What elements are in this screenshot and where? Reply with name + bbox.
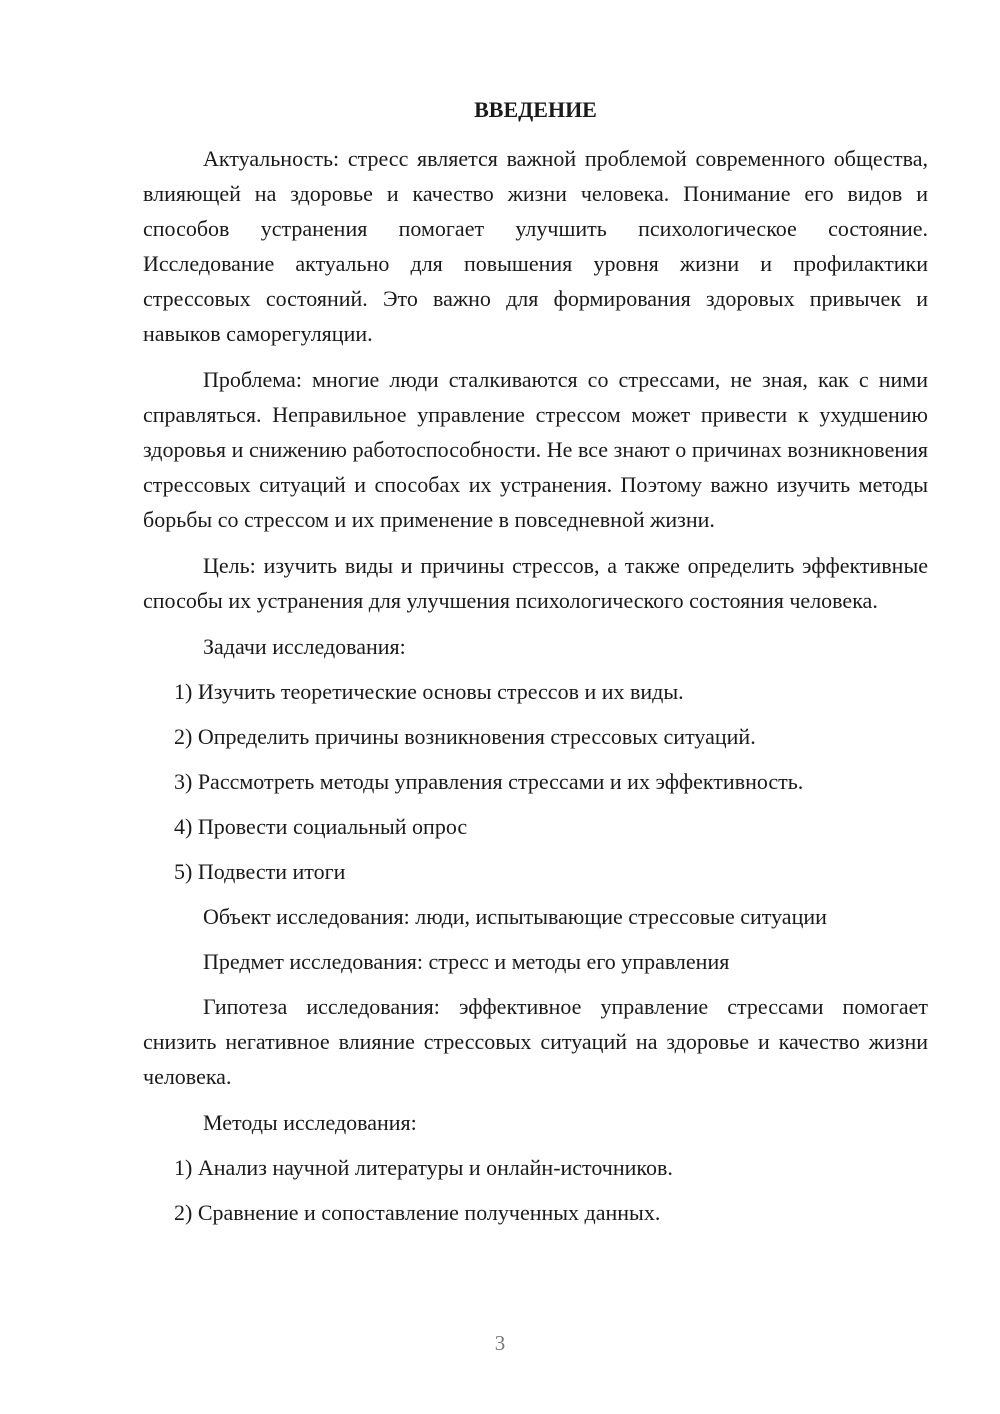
list-item: 2) Определить причины возникновения стрессовых ситуаций.: [174, 724, 756, 749]
subject-line: Предмет исследования: стресс и методы его управления: [203, 949, 730, 974]
relevance-paragraph: Актуальность: стресс является важной проблемой современного общества, влияющей на здоровье и качество жизни человека. Понимание его видов и способов устранения помогает улучшить психологическое состояние. Исследование актуально для повышения уровня жизни и профилактики стрессовых состояний. Это важно для формирования здоровых привычек и навыков саморегуляции.: [143, 146, 928, 346]
list-item: 1) Анализ научной литературы и онлайн-источников.: [174, 1155, 673, 1180]
page-number: 3: [494, 1331, 506, 1355]
methods-list: [143, 1150, 928, 1230]
hypothesis-paragraph: Гипотеза исследования: эффективное управление стрессами помогает снизить негативное влияние стрессовых ситуаций на здоровье и качество жизни человека.: [143, 994, 928, 1089]
section-title: ВВЕДЕНИЕ: [474, 97, 597, 122]
tasks-heading: Задачи исследования:: [203, 634, 406, 659]
goal-paragraph: Цель: изучить виды и причины стрессов, а также определить эффективные способы их устранения для улучшения психологического состояния человека.: [143, 553, 928, 613]
document-page: [143, 92, 928, 1240]
list-item: 3) Рассмотреть методы управления стрессами и их эффективность.: [174, 769, 804, 794]
list-item: 4) Провести социальный опрос: [174, 814, 468, 839]
methods-heading: Методы исследования:: [203, 1110, 417, 1135]
list-item: 1) Изучить теоретические основы стрессов и их виды.: [174, 679, 684, 704]
list-item: 5) Подвести итоги: [174, 859, 346, 884]
list-item: 2) Сравнение и сопоставление полученных данных.: [174, 1200, 661, 1225]
problem-paragraph: Проблема: многие люди сталкиваются со стрессами, не зная, как с ними справляться. Неправильное управление стрессом может привести к ухудшению здоровья и снижению работоспособности. Не все знают о причинах возникновения стрессовых ситуаций и способах их устранения. Поэтому важно изучить методы борьбы со стрессом и их применение в повседневной жизни.: [143, 367, 928, 532]
object-line: Объект исследования: люди, испытывающие стрессовые ситуации: [203, 904, 827, 929]
tasks-list: [143, 674, 928, 889]
